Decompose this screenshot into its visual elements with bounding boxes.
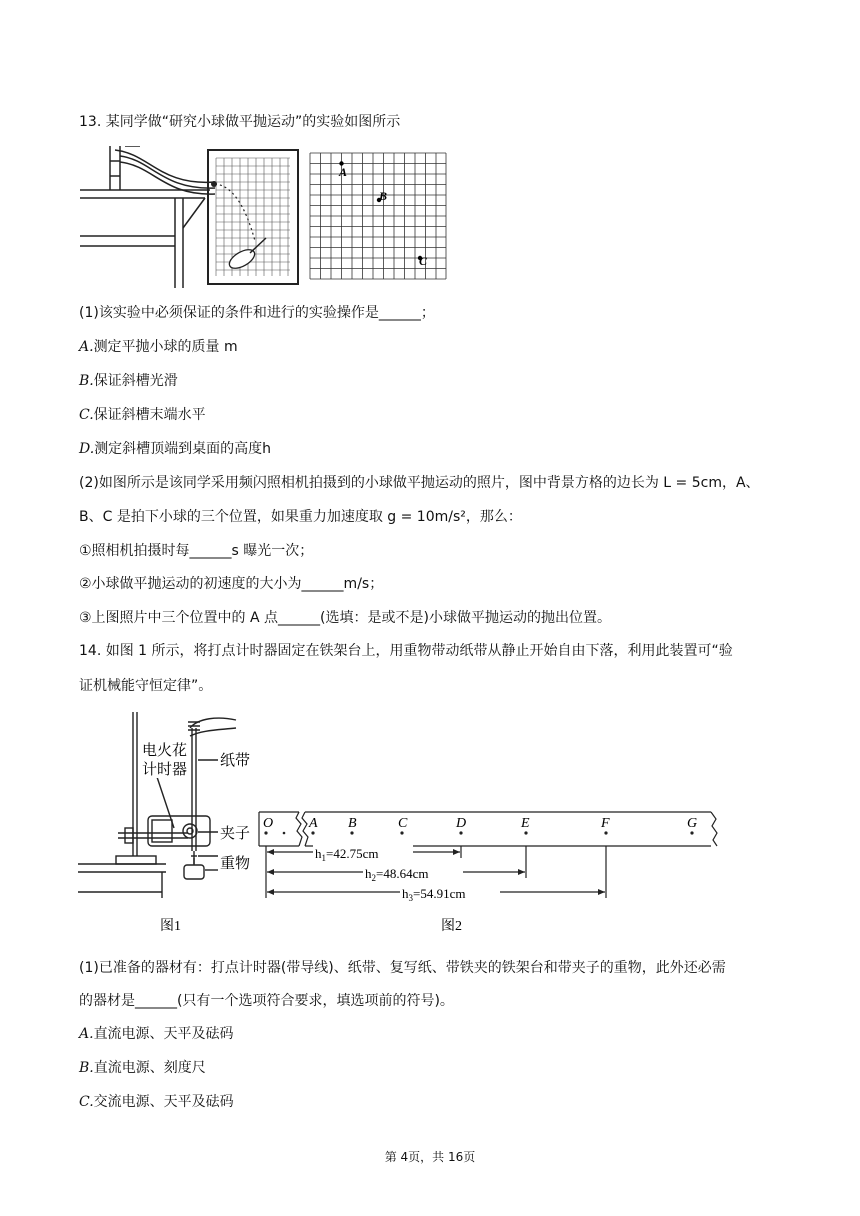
q13-part2-line2: B、C 是拍下小球的三个位置，如果重力加速度取 g = 10m/s²，那么： [79, 509, 522, 525]
q14-part1-line2: 的器材是______(只有一个选项符合要求，填选项前的符号)。 [79, 993, 454, 1009]
q14-option-c: C.交流电源、天平及砝码 [79, 1094, 234, 1110]
svg-text:h3=54.91cm: $h_3=54.91cm$ [402, 886, 466, 903]
q14-title-line1: 14. 如图 1 所示，将打点计时器固定在铁架台上，用重物带动纸带从静止开始自由下落，利用此装置可“验 [79, 643, 733, 659]
tape-point-c: C [398, 816, 408, 831]
weight-label: 重物 [220, 856, 251, 872]
tape-point-d: D [456, 816, 467, 831]
q14-option-a: A.直流电源、天平及砝码 [79, 1026, 234, 1042]
timer-label-line2: 计时器 [142, 762, 188, 778]
q13-sub2: ②小球做平抛运动的初速度的大小为______m/s； [79, 576, 384, 592]
figure2-caption: 图2 [441, 919, 462, 934]
q13-option-c: C.保证斜槽末端水平 [79, 407, 206, 423]
q13-grid-figure [309, 152, 447, 280]
point-a-label: A [339, 165, 348, 179]
q14-figure1-apparatus [78, 708, 268, 940]
tape-point-a: A [309, 816, 318, 831]
svg-text:h2=48.64cm: $h_2=48.64cm$ [365, 866, 429, 883]
q13-apparatus-figure [80, 146, 300, 288]
tape-point-f: F [601, 816, 610, 831]
tape-point-e: E [521, 816, 530, 831]
q13-part2-line1: (2)如图所示是该同学采用频闪照相机拍摄到的小球做平抛运动的照片，图中背景方格的边长为 L = 5cm，A、 [79, 475, 760, 491]
tape-label: 纸带 [220, 753, 251, 769]
h3-value: =54.91cm [413, 886, 466, 901]
q14-part1-line1: (1)已准备的器材有：打点计时器(带导线)、纸带、复写纸、带铁夹的铁架台和带夹子的重物，此外还必需 [79, 960, 726, 976]
q13-part1: (1)该实验中必须保证的条件和进行的实验操作是______； [79, 305, 435, 321]
q14-option-b: B.直流电源、刻度尺 [79, 1060, 206, 1076]
q13-option-a: A.测定平抛小球的质量 m [79, 339, 238, 355]
q13-sub1: ①照相机拍摄时每______s 曝光一次； [79, 543, 314, 559]
q13-sub3: ③上图照片中三个位置中的 A 点______(选填：是或不是)小球做平抛运动的抛出位置。 [79, 610, 611, 626]
tape-point-o: O [263, 816, 274, 831]
h1-value: =42.75cm [326, 846, 379, 861]
figure1-caption: 图1 [160, 919, 181, 934]
q14-title-line2: 证机械能守恒定律”。 [79, 678, 213, 694]
tape-point-g: G [687, 816, 698, 831]
clip-label: 夹子 [220, 826, 251, 842]
point-c-label: C [419, 254, 428, 268]
q14-figure2-tape [255, 808, 725, 940]
point-b-label: B [379, 189, 388, 203]
svg-text:h1=42.75cm: $h_1=42.75cm$ [315, 846, 379, 863]
q13-title: 13. 某同学做“研究小球做平抛运动”的实验如图所示 [79, 114, 401, 130]
q13-option-b: B.保证斜槽光滑 [79, 373, 178, 389]
page-footer: 第 4页，共 16页 [384, 1150, 476, 1164]
q13-option-d: D.测定斜槽顶端到桌面的高度h [79, 441, 272, 457]
tape-point-b: B [348, 816, 357, 831]
timer-label-line1: 电火花 [142, 743, 188, 759]
h2-value: =48.64cm [376, 866, 429, 881]
